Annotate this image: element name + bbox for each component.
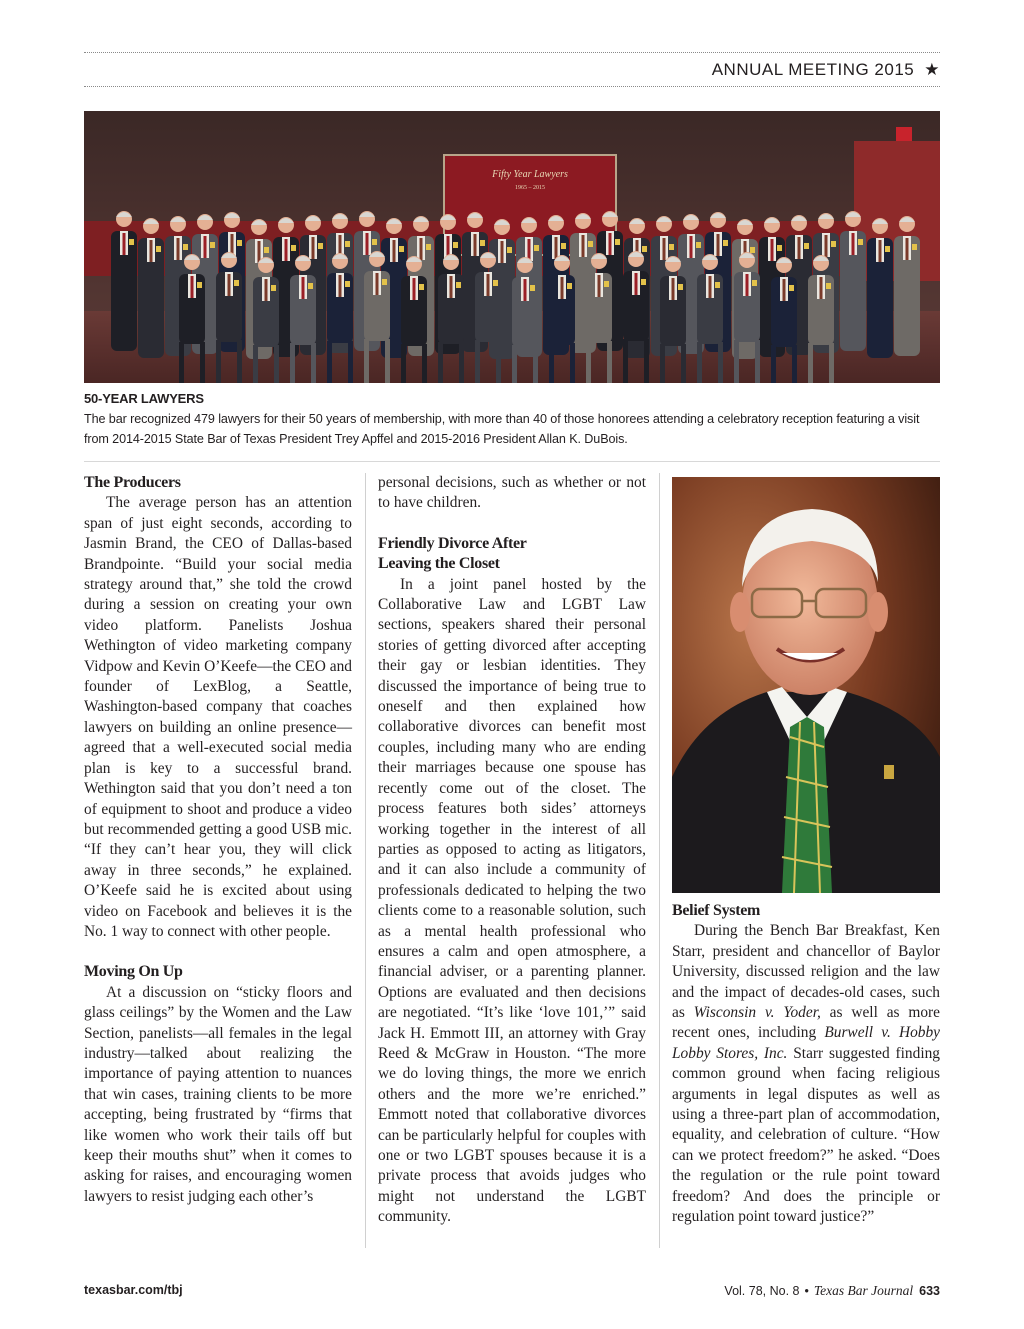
section-header <box>712 60 940 80</box>
honoree-ribbon <box>696 242 701 248</box>
honoree-leg <box>327 341 332 383</box>
honoree-tie <box>123 233 126 255</box>
producers-body: The average person has an attention span of just eight seconds, according to Jasmin Brand, the CEO of Dallas-based Brandpointe. “Build your social media strategy around that,” she told the crowd during a session on creating your own video platform. Panelists Joshua Wethington of video marketing company Vidpow and Kevin O’Keefe—the CEO and founder of LexBlog, a Seattle, Washington-based company that coaches lawyers on building an online presence—agreed that a well-executed social media plan is key to a successful brand. Wethington said that you don’t need a ton of equipment to shoot and produce a video but recommended getting a good USB mic. “If they can’t hear you, they will click away in three seconds,” he explained. O’Keefe said he is excited about using video on Facebook and believes it is the No. 1 way to connect with other people. <box>84 494 352 940</box>
honoree-leg <box>496 340 501 383</box>
honoree-leg <box>549 343 554 383</box>
lapel-pin <box>884 765 894 779</box>
ken-starr-photo <box>672 477 940 893</box>
honoree-tie <box>598 275 601 297</box>
honoree-ribbon <box>453 242 458 248</box>
honoree-ribbon <box>308 283 313 289</box>
column-divider-2 <box>659 473 660 1248</box>
group-photo <box>84 111 940 383</box>
honoree-ribbon <box>234 280 239 286</box>
honoree-leg <box>422 344 427 383</box>
heading-divorce: Friendly Divorce After Leaving the Closet <box>378 534 527 573</box>
honoree-ribbon <box>237 240 242 246</box>
honoree-ribbon <box>567 283 572 289</box>
honoree-tie <box>312 237 315 259</box>
divorce-body: In a joint panel hosted by the Collaborative Law and LGBT Law sections, speakers shared their personal stories of getting divorced after accepting their gay or lesbian identities. They discussed the importance of being true to oneself and then explained how collaborative divorces can benefit most couples, including many who are ending their marriages because one spouse has recently come out of the closet. The process features both sides’ attorneys working together in the interest of all parties as opposed to acting as litigators, and it can also include a community of professionals dedicated to helping the two clients come to a reasonable solution, such as a mental health professional who ensures a calm and open atmosphere, a financial adviser, or a parenting planner. Options are evaluated and then decisions are negotiated. “It’s like ‘love 101,’” said Jack H. Emmott III, an attorney with Gray Reed & McGraw in Houston. “The more we do loving things, the more we enrich others and the more we’re enriched.” Emmott noted that collaborative divorces can be particularly helpful for couples with one or two LGBT spouses because it is a private process that avoids judges who might not understand the LGBT community. <box>378 575 646 1226</box>
honoree-leg <box>607 341 612 383</box>
honoree-tie <box>177 238 180 260</box>
honoree-ribbon <box>156 246 161 252</box>
honoree-leg <box>718 342 723 383</box>
footer-journal: Texas Bar Journal <box>813 1283 914 1298</box>
right-ear <box>868 592 888 632</box>
honoree-leg <box>829 343 834 383</box>
honoree-ribbon <box>723 240 728 246</box>
honoree-tie <box>302 277 305 299</box>
case-yoder: Wisconsin v. Yoder, <box>693 1004 821 1022</box>
honoree-leg <box>216 340 221 383</box>
page-number: 633 <box>919 1284 940 1298</box>
honoree-ribbon <box>530 285 535 291</box>
honoree-tie <box>906 238 909 260</box>
caption-text: The bar recognized 479 lawyers for their 50 years of membership, with more than 40 of those honorees attending a celebratory reception featuring a visit from 2014-2015 State Bar of Texas President Trey Apffel and 2015-2016 President Allan K. DuBois. <box>84 412 920 446</box>
column-1 <box>84 473 352 1207</box>
honoree-leg <box>311 343 316 383</box>
honoree-tie <box>709 276 712 298</box>
honoree-ribbon <box>561 243 566 249</box>
case-hobby-lobby: Burwell v. Hobby Lobby Stores, Inc. <box>672 1024 941 1062</box>
honoree-tie <box>366 233 369 255</box>
honoree-tie <box>420 238 423 260</box>
honoree-leg <box>697 342 702 383</box>
honoree-ribbon <box>604 281 609 287</box>
banner-text: Fifty Year Lawyers <box>492 169 568 180</box>
honoree-leg <box>644 339 649 383</box>
honoree-ribbon <box>345 241 350 247</box>
left-ear <box>730 592 750 632</box>
honoree-ribbon <box>826 283 831 289</box>
honoree-tie <box>393 240 396 262</box>
honoree-ribbon <box>858 239 863 245</box>
honoree-leg <box>459 342 464 383</box>
section-title: ANNUAL MEETING 2015 <box>711 60 915 79</box>
honoree-ribbon <box>615 239 620 245</box>
honoree-leg <box>660 344 665 383</box>
honoree-tie <box>501 241 504 263</box>
honoree-ribbon <box>493 280 498 286</box>
honoree-leg <box>274 345 279 383</box>
caption-title: 50-YEAR LAWYERS <box>84 391 204 406</box>
honoree-ribbon <box>271 285 276 291</box>
honoree-tie <box>204 236 207 258</box>
header-rule-bottom <box>84 86 940 87</box>
honoree-leg <box>681 344 686 383</box>
honoree-leg <box>808 343 813 383</box>
column-2 <box>378 473 646 1228</box>
honoree-leg <box>385 339 390 383</box>
honoree-tie <box>339 275 342 297</box>
honoree-ribbon <box>831 241 836 247</box>
honoree-tie <box>717 234 720 256</box>
honoree-ribbon <box>750 247 755 253</box>
honoree-tie <box>150 240 153 262</box>
honoree-leg <box>570 343 575 383</box>
honoree-ribbon <box>507 247 512 253</box>
honoree-tie <box>582 235 585 257</box>
belief-text-1: During the Bench Bar Breakfast, Ken Starr, president and chancellor of Baylor University, discussed religion and the law and the impact of decades-old cases, such as <box>672 922 940 1022</box>
honoree-ribbon <box>669 244 674 250</box>
moving-up-continued: personal decisions, such as whether or not to have children. <box>378 474 646 512</box>
honoree-tie <box>672 278 675 300</box>
honoree-ribbon <box>480 240 485 246</box>
belief-text-2: as well as more recent ones, including <box>672 1004 940 1042</box>
honoree-tie <box>690 236 693 258</box>
honoree-ribbon <box>678 284 683 290</box>
honoree-leg <box>512 345 517 383</box>
honoree-leg <box>200 342 205 383</box>
caption-rule <box>84 461 940 462</box>
honoree-ribbon <box>264 247 269 253</box>
honoree-tie <box>191 276 194 298</box>
honoree-leg <box>533 345 538 383</box>
honoree-leg <box>475 340 480 383</box>
honoree-leg <box>438 342 443 383</box>
header-rule-top <box>84 52 940 53</box>
honoree-ribbon <box>318 243 323 249</box>
honoree-tie <box>746 274 749 296</box>
honoree-ribbon <box>456 282 461 288</box>
honoree-tie <box>771 239 774 261</box>
column-3 <box>672 901 940 1228</box>
honoree-ribbon <box>291 245 296 251</box>
honoree-ribbon <box>752 280 757 286</box>
heading-moving-up: Moving On Up <box>84 963 183 981</box>
honoree-tie <box>879 240 882 262</box>
footer-volume: Vol. 78, No. 8 <box>724 1284 800 1298</box>
honoree-tie <box>487 274 490 296</box>
honoree-ribbon <box>789 285 794 291</box>
honoree-tie <box>555 237 558 259</box>
honoree-leg <box>237 340 242 383</box>
honoree-tie <box>376 273 379 295</box>
column-divider-1 <box>365 473 366 1248</box>
honoree-leg <box>348 341 353 383</box>
honoree-ribbon <box>641 279 646 285</box>
footer-info <box>724 1283 940 1299</box>
honoree-tie <box>635 273 638 295</box>
honoree-tie <box>474 234 477 256</box>
star-icon: ★ <box>924 60 940 79</box>
honoree-leg <box>734 340 739 383</box>
footer-bullet: • <box>804 1284 809 1298</box>
honoree-tie <box>852 233 855 255</box>
honoree-ribbon <box>419 284 424 290</box>
honoree-ribbon <box>885 246 890 252</box>
honoree-ribbon <box>912 244 917 250</box>
honoree-tie <box>798 237 801 259</box>
honoree-tie <box>663 238 666 260</box>
honoree-tie <box>413 278 416 300</box>
honoree-leg <box>253 345 258 383</box>
honoree-ribbon <box>129 239 134 245</box>
honoree-tie <box>561 277 564 299</box>
honoree-leg <box>586 341 591 383</box>
honoree-tie <box>524 279 527 301</box>
honoree-tie <box>265 279 268 301</box>
honoree-ribbon <box>183 244 188 250</box>
honoree-tie <box>450 276 453 298</box>
honoree-ribbon <box>642 246 647 252</box>
honoree-ribbon <box>372 239 377 245</box>
honoree-tie <box>820 277 823 299</box>
honoree-tie <box>228 274 231 296</box>
honoree-ribbon <box>197 282 202 288</box>
moving-up-body: At a discussion on “sticky floors and glass ceilings” by the Women and the Law Section, panelists—all females in the legal industry—talked about realizing the importance of paying attention to nuances that win cases, training clients to be more accepting, being frustrated by “firms that like women who work their tails off but keep their mouths shut” when it comes to asking for raises, and encouraging women lawyers to resist judging each other’s <box>84 983 352 1205</box>
honoree-tie <box>783 279 786 301</box>
photo-caption <box>84 391 944 449</box>
honoree-ribbon <box>210 242 215 248</box>
honoree-ribbon <box>777 245 782 251</box>
honoree-leg <box>179 342 184 383</box>
honoree-leg <box>755 340 760 383</box>
banner-years: 1965 – 2015 <box>515 185 545 191</box>
honoree-leg <box>401 344 406 383</box>
honoree-ribbon <box>715 282 720 288</box>
honoree-ribbon <box>804 243 809 249</box>
honoree-ribbon <box>426 244 431 250</box>
footer-website: texasbar.com/tbj <box>84 1283 183 1297</box>
honoree-ribbon <box>399 246 404 252</box>
honoree-ribbon <box>588 241 593 247</box>
honoree-leg <box>792 345 797 383</box>
green-tie <box>782 717 832 893</box>
honoree-leg <box>290 343 295 383</box>
honoree-leg <box>771 345 776 383</box>
honoree-ribbon <box>345 281 350 287</box>
honoree-tie <box>825 235 828 257</box>
belief-body <box>672 921 940 1227</box>
heading-belief: Belief System <box>672 902 761 919</box>
honoree-leg <box>364 339 369 383</box>
honoree-tie <box>285 239 288 261</box>
heading-producers: The Producers <box>84 474 181 491</box>
exit-sign <box>896 127 912 141</box>
honoree-leg <box>623 339 628 383</box>
honoree-ribbon <box>382 279 387 285</box>
honoree-tie <box>609 233 612 255</box>
belief-text-3: Starr suggested finding common ground when facing religious arguments in legal disputes as well as using a three-part plan of accommodation, equality, and celebration of culture. “How can we protect freedom?” he asked. “Does the regulation or the rule point toward freedom? And does the principle or regulation point toward justice?” <box>672 1044 940 1226</box>
honoree-ribbon <box>534 245 539 251</box>
